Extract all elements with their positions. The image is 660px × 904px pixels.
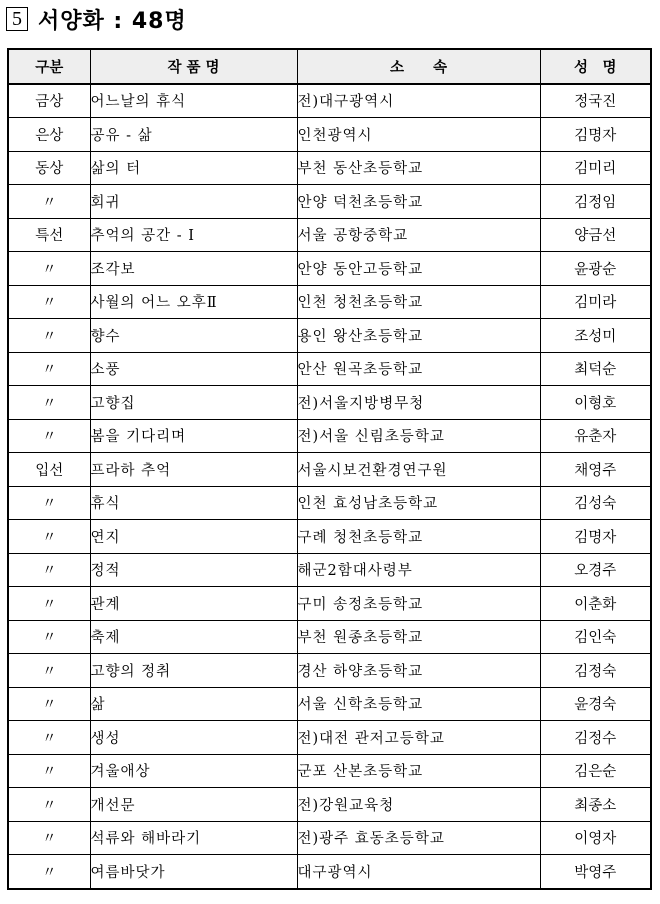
cell-affiliation: 해군2함대사령부 xyxy=(297,553,540,587)
cell-name: 김명자 xyxy=(540,520,651,554)
cell-name: 김미라 xyxy=(540,285,651,319)
cell-name: 윤경숙 xyxy=(540,687,651,721)
cell-work: 삶 xyxy=(90,687,297,721)
cell-work: 추억의 공간 - Ⅰ xyxy=(90,218,297,252)
cell-work: 여름바닷가 xyxy=(90,855,297,889)
cell-work: 프라하 추억 xyxy=(90,453,297,487)
table-body xyxy=(8,84,651,889)
cell-category: 동상 xyxy=(8,151,90,185)
cell-affiliation: 경산 하양초등학교 xyxy=(297,654,540,688)
section-number-box: 5 xyxy=(6,7,28,31)
cell-category: 은상 xyxy=(8,118,90,152)
cell-name: 김정수 xyxy=(540,721,651,755)
cell-affiliation: 부천 동산초등학교 xyxy=(297,151,540,185)
table-row xyxy=(8,486,651,520)
cell-name: 김정숙 xyxy=(540,654,651,688)
cell-category: 금상 xyxy=(8,84,90,118)
cell-name: 양금선 xyxy=(540,218,651,252)
table-row xyxy=(8,419,651,453)
cell-affiliation: 서울 신학초등학교 xyxy=(297,687,540,721)
col-header-name: 성 명 xyxy=(540,49,651,84)
cell-work: 삶의 터 xyxy=(90,151,297,185)
cell-work: 정적 xyxy=(90,553,297,587)
cell-category: 〃 xyxy=(8,754,90,788)
cell-category: 〃 xyxy=(8,821,90,855)
cell-affiliation: 전)강원교육청 xyxy=(297,788,540,822)
cell-work: 생성 xyxy=(90,721,297,755)
cell-affiliation: 전)대전 관저고등학교 xyxy=(297,721,540,755)
cell-work: 향수 xyxy=(90,319,297,353)
cell-name: 오경주 xyxy=(540,553,651,587)
table-row xyxy=(8,252,651,286)
table-row xyxy=(8,654,651,688)
table-row xyxy=(8,520,651,554)
cell-category: 〃 xyxy=(8,352,90,386)
table-row xyxy=(8,84,651,118)
cell-category: 〃 xyxy=(8,386,90,420)
header-row xyxy=(8,49,651,84)
cell-name: 채영주 xyxy=(540,453,651,487)
cell-affiliation: 군포 산본초등학교 xyxy=(297,754,540,788)
cell-affiliation: 인천 청천초등학교 xyxy=(297,285,540,319)
table-row xyxy=(8,754,651,788)
cell-name: 김성숙 xyxy=(540,486,651,520)
cell-affiliation: 전)광주 효동초등학교 xyxy=(297,821,540,855)
table-row xyxy=(8,185,651,219)
cell-category: 〃 xyxy=(8,553,90,587)
cell-category: 〃 xyxy=(8,252,90,286)
cell-work: 조각보 xyxy=(90,252,297,286)
table-row xyxy=(8,118,651,152)
cell-work: 휴식 xyxy=(90,486,297,520)
cell-name: 최종소 xyxy=(540,788,651,822)
cell-name: 정국진 xyxy=(540,84,651,118)
cell-work: 연지 xyxy=(90,520,297,554)
cell-work: 축제 xyxy=(90,620,297,654)
table-row xyxy=(8,687,651,721)
cell-name: 김명자 xyxy=(540,118,651,152)
cell-affiliation: 전)대구광역시 xyxy=(297,84,540,118)
cell-affiliation: 구미 송정초등학교 xyxy=(297,587,540,621)
cell-work: 회귀 xyxy=(90,185,297,219)
cell-affiliation: 인천광역시 xyxy=(297,118,540,152)
table-row xyxy=(8,553,651,587)
cell-name: 이영자 xyxy=(540,821,651,855)
cell-name: 조성미 xyxy=(540,319,651,353)
table-row xyxy=(8,386,651,420)
table-row xyxy=(8,587,651,621)
cell-work: 고향집 xyxy=(90,386,297,420)
table-row xyxy=(8,620,651,654)
table-row xyxy=(8,721,651,755)
table-row xyxy=(8,151,651,185)
cell-name: 유춘자 xyxy=(540,419,651,453)
table-row xyxy=(8,788,651,822)
cell-affiliation: 서울시보건환경연구원 xyxy=(297,453,540,487)
cell-name: 이형호 xyxy=(540,386,651,420)
cell-affiliation: 대구광역시 xyxy=(297,855,540,889)
cell-category: 입선 xyxy=(8,453,90,487)
cell-category: 〃 xyxy=(8,721,90,755)
cell-work: 겨울애상 xyxy=(90,754,297,788)
cell-category: 〃 xyxy=(8,788,90,822)
cell-affiliation: 전)서울 신림초등학교 xyxy=(297,419,540,453)
cell-category: 〃 xyxy=(8,185,90,219)
cell-affiliation: 전)서울지방병무청 xyxy=(297,386,540,420)
section-heading xyxy=(6,4,187,34)
cell-category: 〃 xyxy=(8,319,90,353)
col-header-category: 구분 xyxy=(8,49,90,84)
cell-work: 봄을 기다리며 xyxy=(90,419,297,453)
cell-name: 김인숙 xyxy=(540,620,651,654)
cell-affiliation: 안산 원곡초등학교 xyxy=(297,352,540,386)
table-row xyxy=(8,285,651,319)
table-row xyxy=(8,821,651,855)
cell-name: 최덕순 xyxy=(540,352,651,386)
col-header-affiliation: 소 속 xyxy=(297,49,540,84)
cell-name: 김정임 xyxy=(540,185,651,219)
section-title: 서양화 : 48명 xyxy=(38,8,187,34)
cell-work: 개선문 xyxy=(90,788,297,822)
awards-table xyxy=(7,48,652,890)
cell-category: 〃 xyxy=(8,419,90,453)
col-header-work: 작 품 명 xyxy=(90,49,297,84)
table-row xyxy=(8,218,651,252)
cell-name: 김은순 xyxy=(540,754,651,788)
cell-affiliation: 안양 동안고등학교 xyxy=(297,252,540,286)
cell-name: 박영주 xyxy=(540,855,651,889)
cell-work: 소풍 xyxy=(90,352,297,386)
cell-category: 〃 xyxy=(8,587,90,621)
cell-work: 공유 - 삶 xyxy=(90,118,297,152)
cell-category: 〃 xyxy=(8,285,90,319)
table-row xyxy=(8,319,651,353)
cell-category: 〃 xyxy=(8,687,90,721)
cell-category: 〃 xyxy=(8,620,90,654)
cell-work: 고향의 정취 xyxy=(90,654,297,688)
cell-name: 윤광순 xyxy=(540,252,651,286)
table-row xyxy=(8,453,651,487)
cell-work: 관계 xyxy=(90,587,297,621)
cell-affiliation: 구례 청천초등학교 xyxy=(297,520,540,554)
cell-category: 특선 xyxy=(8,218,90,252)
cell-work: 어느날의 휴식 xyxy=(90,84,297,118)
cell-affiliation: 용인 왕산초등학교 xyxy=(297,319,540,353)
cell-work: 사월의 어느 오후Ⅱ xyxy=(90,285,297,319)
cell-affiliation: 안양 덕천초등학교 xyxy=(297,185,540,219)
cell-category: 〃 xyxy=(8,654,90,688)
cell-affiliation: 인천 효성남초등학교 xyxy=(297,486,540,520)
cell-affiliation: 부천 원종초등학교 xyxy=(297,620,540,654)
cell-category: 〃 xyxy=(8,855,90,889)
cell-name: 김미리 xyxy=(540,151,651,185)
table-row xyxy=(8,855,651,889)
cell-name: 이춘화 xyxy=(540,587,651,621)
cell-affiliation: 서울 공항중학교 xyxy=(297,218,540,252)
cell-work: 석류와 해바라기 xyxy=(90,821,297,855)
cell-category: 〃 xyxy=(8,486,90,520)
table-row xyxy=(8,352,651,386)
cell-category: 〃 xyxy=(8,520,90,554)
